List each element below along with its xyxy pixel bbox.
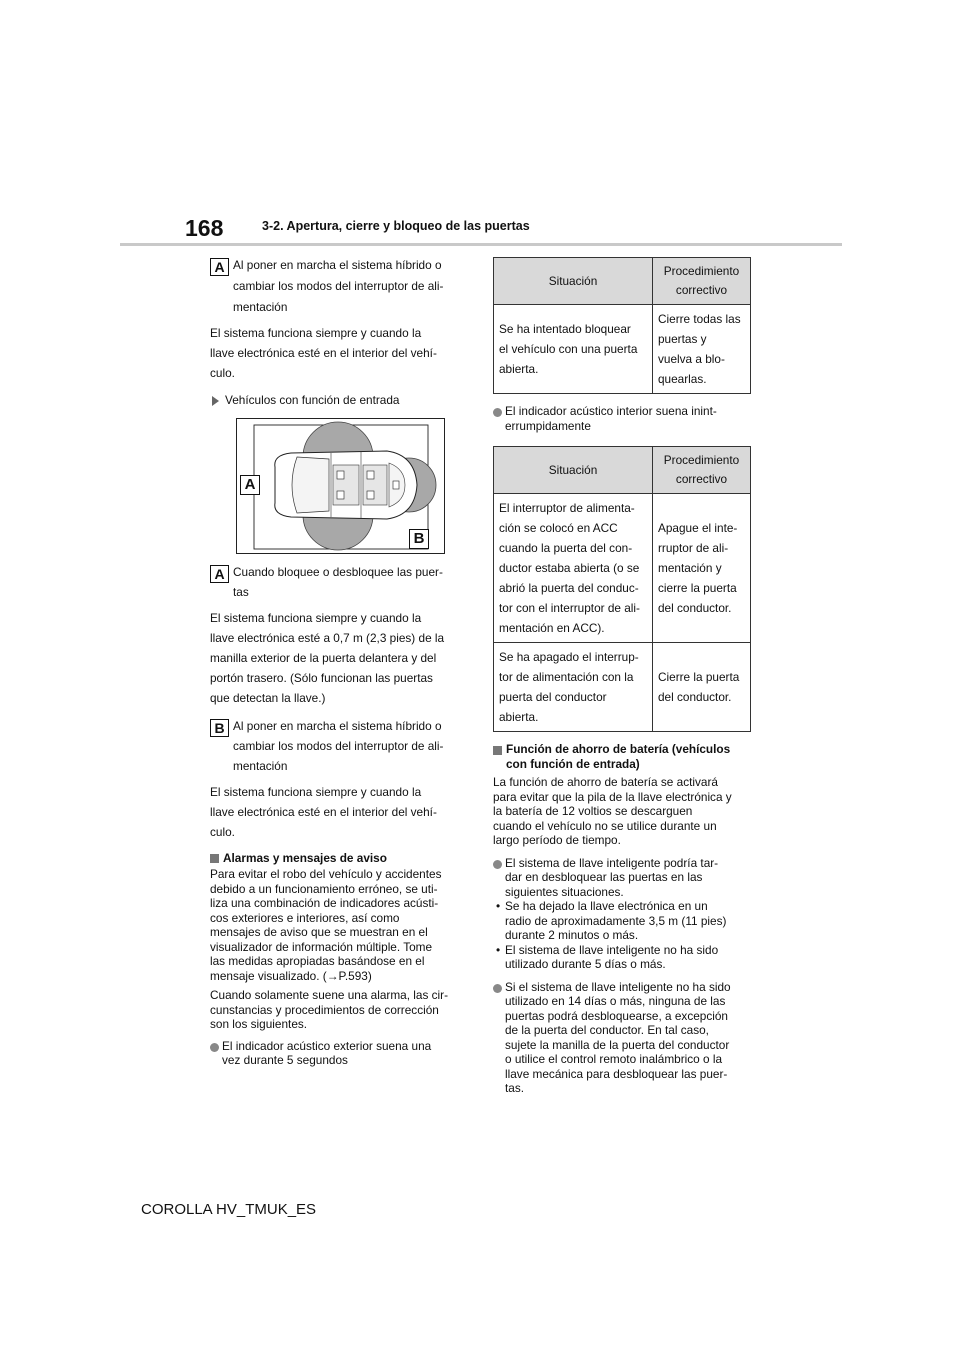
circle-bullet-icon [210,1043,219,1052]
text-line: que detectan la llave.) [210,691,326,705]
text-line: portón trasero. (Sólo funcionan las puertas [210,671,433,685]
table-alarm-exterior [493,257,751,394]
text-line: debido a un funcionamiento erróneo, se uti- [210,881,438,896]
text-line: Función de ahorro de batería (vehículos [506,742,731,756]
text-line: llave mecánica para desbloquear las puer- [505,1066,728,1081]
square-bullet-icon [210,854,219,863]
text-line: tas [233,585,249,599]
text-line: Cuando bloquee o desbloquee las puer- [233,565,443,579]
triangle-marker-icon [212,396,219,406]
text-line: Apague el inte- [658,521,738,535]
text-line: Al poner en marcha el sistema híbrido o [233,258,442,272]
label-a-note-1 [210,255,467,318]
label-a-badge: A [210,258,229,276]
text-line: culo. [210,366,235,380]
table-header-procedure-text: Procedimiento correctivo [663,453,740,486]
text-line: Al poner en marcha el sistema híbrido o [233,719,442,733]
text-line: utilizado durante 5 días o más. [505,957,666,971]
bullet-14-days [493,980,750,1096]
sub-item-key-left-text [505,899,750,943]
text-line: cuando el vehículo no se utilice durante un [493,818,717,833]
circle-bullet-icon [493,860,502,869]
text-line: el vehículo con una puerta [499,342,638,356]
car-detection-diagram [236,418,445,554]
text-line: visualizador de información múltiple. Tome [210,939,433,954]
battery-saver-heading [493,742,750,771]
text-line: Cierre la puerta [658,670,740,684]
text-line: cos exteriores e interiores, así como [210,910,400,925]
table-alarm-interior [493,446,751,732]
bullet-smart-key-text [505,856,750,900]
text-line: mentación [233,300,288,314]
alarms-paragraph-2 [210,988,467,1032]
header-rule [120,243,842,246]
text-line: liza una combinación de indicadores acústi- [210,896,439,910]
paragraph-interior-2 [210,782,467,842]
table-cell-procedure [653,643,751,732]
text-line: Si el sistema de llave inteligente no ha sido [505,979,731,994]
text-line: El interruptor de alimenta- [499,501,635,515]
text-line: ductor estaba abierta (o se [499,561,640,575]
text-line: cambiar los modos del interruptor de ali- [233,279,444,293]
text-line: Para evitar el robo del vehículo y accidentes [210,867,442,881]
table-header-procedure [653,258,751,305]
table-cell-procedure [653,305,751,394]
alarms-heading-label: Alarmas y mensajes de aviso [223,851,387,865]
text-line: Cuando solamente suene una alarma, las cir- [210,988,449,1002]
text-line: vez durante 5 segundos [222,1053,348,1067]
bullet-14-days-text [505,980,750,1096]
text-line: El sistema de llave inteligente no ha sido [505,942,719,957]
text-line: puertas podrá desbloquearse, a excepción [505,1008,728,1023]
section-title: 3-2. Apertura, cierre y bloqueo de las puertas [262,219,530,233]
text-line: Cierre todas las [658,312,741,326]
bullet-exterior-buzzer [210,1039,467,1068]
car-top-view-icon [275,451,417,519]
text-line: puertas y [658,332,707,346]
alarms-paragraph [210,867,467,983]
text-line: cunstancias y procedimientos de corrección [210,1002,439,1017]
battery-saver-heading-text [506,742,750,771]
sub-item-key-left [493,899,750,943]
text-line: La función de ahorro de batería se activará [493,775,718,789]
small-bullet-icon: • [496,899,501,913]
text-line: sujete la manilla de la puerta del conductor [505,1037,730,1052]
label-b-note [210,716,467,776]
label-a-text-1 [233,255,467,318]
text-line: Se ha apagado el interrup- [499,650,639,664]
text-line: del conductor. [658,690,732,704]
square-bullet-icon [493,746,502,755]
table-cell-procedure [653,494,751,643]
bullet-interior-buzzer [493,404,750,433]
label-a-text-2 [233,562,467,602]
text-line: con función de entrada) [506,756,640,771]
text-line: manilla exterior de la puerta delantera y del [210,651,437,665]
circle-bullet-icon [493,984,502,993]
text-line: mentación en ACC). [499,621,605,635]
vehicles-entry-heading [210,392,467,409]
text-line: abierta. [499,710,539,724]
text-line: mensajes de aviso que se muestran en el [210,925,428,939]
text-line: El sistema funciona siempre y cuando la [210,785,422,799]
label-a-badge-2: A [210,565,229,583]
table-header-situation: Situación [494,447,653,494]
text-line: de la puerta del conductor. En tal caso, [505,1023,709,1037]
text-line: dar en desbloquear las puertas en las [505,870,703,884]
label-b-text [233,716,467,776]
table-cell-situation [494,643,653,732]
bullet-exterior-text [222,1039,467,1068]
text-line: tas. [505,1081,525,1095]
alarms-heading [210,850,467,867]
text-line: cierre la puerta [658,581,737,595]
bullet-smart-key-delay [493,856,750,900]
text-line: abrió la puerta del conduc- [499,581,639,595]
text-line: mentación [233,759,288,773]
table-cell-situation [494,305,653,394]
text-line: son los siguientes. [210,1017,308,1031]
text-line: Se ha dejado la llave electrónica en un [505,899,708,913]
paragraph-distance [210,608,467,708]
text-line: rruptor de ali- [658,541,729,555]
text-line: llave electrónica esté en el interior del vehí- [210,805,437,819]
table-row [494,305,751,394]
text-line: puerta del conductor [499,690,607,704]
text-line: para evitar que la pila de la llave electrónica y [493,789,732,804]
text-line: El indicador acústico exterior suena una [222,1038,432,1053]
sub-item-not-used-text [505,943,750,972]
right-column [493,255,750,1096]
text-line: durante 2 minutos o más. [505,928,639,942]
callout-a: A [240,475,260,495]
text-line: El sistema funciona siempre y cuando la [210,611,422,625]
battery-saver-paragraph [493,775,750,848]
text-line: ción se colocó en ACC [499,521,618,535]
sub-item-not-used [493,943,750,972]
table-row [494,643,751,732]
bullet-interior-text [505,404,750,433]
circle-bullet-icon [493,408,502,417]
text-line: mensaje visualizado. (→P.593) [210,968,372,983]
text-line: Se ha intentado bloquear [499,322,631,336]
left-column [210,255,467,1068]
callout-b: B [409,529,429,549]
text-line: llave electrónica esté en el interior del vehí- [210,346,437,360]
text-line: tor con el interruptor de ali- [499,601,640,615]
text-line: del conductor. [658,601,732,615]
table-header-situation: Situación [494,258,653,305]
table-header-procedure-text: Procedimiento correctivo [663,264,740,297]
label-b-badge: B [210,719,229,737]
text-line: El sistema funciona siempre y cuando la [210,326,422,340]
small-bullet-icon: • [496,942,501,957]
text-line: utilizado en 14 días o más, ninguna de las [505,994,726,1008]
text-line: llave electrónica esté a 0,7 m (2,3 pies) de la [210,631,445,645]
text-line: tor de alimentación con la [499,670,634,684]
text-line: cambiar los modos del interruptor de ali- [233,739,444,753]
text-line: vuelva a blo- [658,352,725,366]
text-line: mentación y [658,561,722,575]
vehicles-entry-label: Vehículos con función de entrada [225,393,400,407]
paragraph-interior [210,323,467,383]
table-header-procedure [653,447,751,494]
text-line: radio de aproximadamente 3,5 m (11 pies) [505,913,727,928]
text-line: largo período de tiempo. [493,833,621,847]
page-number: 168 [185,215,224,241]
table-cell-situation [494,494,653,643]
table-row [494,494,751,643]
text-line: El sistema de llave inteligente podría tar- [505,855,719,870]
text-line: El indicador acústico interior suena inint- [505,404,717,418]
label-a-note-2 [210,562,467,602]
text-line: culo. [210,825,235,839]
text-line: o utilice el control remoto inalámbrico o la [505,1052,723,1066]
text-line: errumpidamente [505,418,591,433]
text-line: siguientes situaciones. [505,884,624,899]
footer-doc-id: COROLLA HV_TMUK_ES [141,1201,317,1218]
text-line: la batería de 12 voltios se descarguen [493,804,693,818]
text-line: las medidas apropiadas basándose en el [210,954,425,968]
text-line: abierta. [499,362,539,376]
text-line: quearlas. [658,372,707,386]
text-line: cuando la puerta del con- [499,541,633,555]
